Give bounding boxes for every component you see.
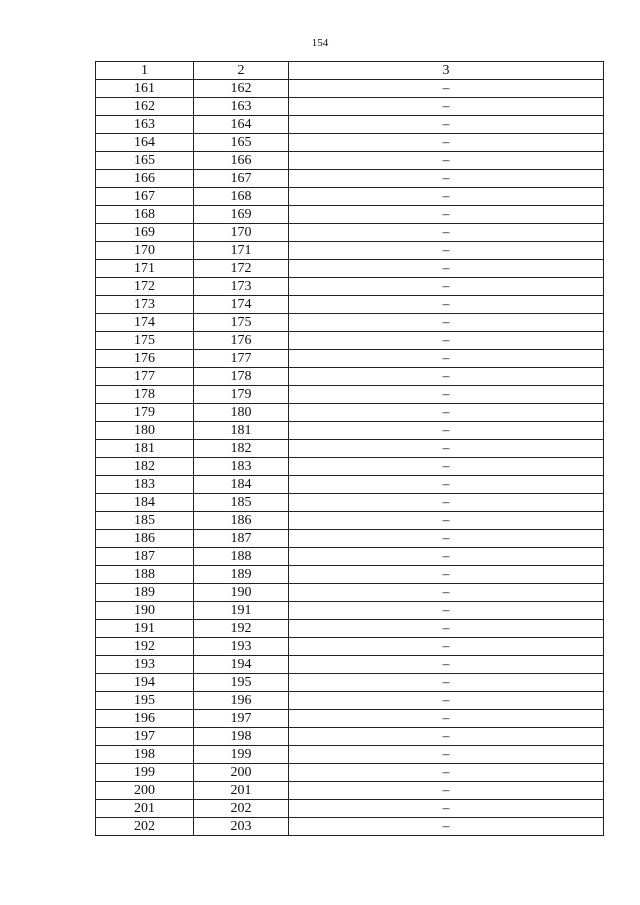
table-row <box>96 728 604 746</box>
table-cell: 197 <box>194 710 289 728</box>
table-cell: 171 <box>194 242 289 260</box>
table-cell: 180 <box>96 422 194 440</box>
table-cell: 186 <box>96 530 194 548</box>
table-cell: 201 <box>194 782 289 800</box>
table-cell: 184 <box>194 476 289 494</box>
table-cell: – <box>289 440 604 458</box>
column-header: 3 <box>289 62 604 80</box>
table-cell: – <box>289 116 604 134</box>
table-cell: 161 <box>96 80 194 98</box>
table-row <box>96 152 604 170</box>
table-cell: 162 <box>194 80 289 98</box>
table-row <box>96 692 604 710</box>
table-cell: – <box>289 602 604 620</box>
table-cell: – <box>289 494 604 512</box>
table-cell: 195 <box>96 692 194 710</box>
table-cell: 164 <box>96 134 194 152</box>
table-row <box>96 260 604 278</box>
table-row <box>96 818 604 836</box>
table-cell: – <box>289 620 604 638</box>
table-cell: 191 <box>194 602 289 620</box>
table-cell: 170 <box>194 224 289 242</box>
table-row <box>96 404 604 422</box>
table-row <box>96 350 604 368</box>
table-cell: 181 <box>194 422 289 440</box>
table-row <box>96 782 604 800</box>
table-row <box>96 494 604 512</box>
table-cell: 165 <box>194 134 289 152</box>
table-cell: 198 <box>194 728 289 746</box>
table-row <box>96 584 604 602</box>
table-cell: 187 <box>194 530 289 548</box>
table-row <box>96 566 604 584</box>
table-cell: 166 <box>194 152 289 170</box>
table-cell: – <box>289 800 604 818</box>
table-cell: – <box>289 224 604 242</box>
table-cell: 183 <box>96 476 194 494</box>
table-row <box>96 224 604 242</box>
table-cell: – <box>289 422 604 440</box>
table-cell: 182 <box>194 440 289 458</box>
table-cell: – <box>289 548 604 566</box>
table-cell: – <box>289 656 604 674</box>
table-row <box>96 206 604 224</box>
table-cell: 194 <box>194 656 289 674</box>
table-row <box>96 134 604 152</box>
table-cell: – <box>289 206 604 224</box>
table-cell: 195 <box>194 674 289 692</box>
table-cell: – <box>289 818 604 836</box>
table-cell: 171 <box>96 260 194 278</box>
table-cell: 163 <box>96 116 194 134</box>
table-cell: 189 <box>96 584 194 602</box>
table-row <box>96 710 604 728</box>
table-cell: 191 <box>96 620 194 638</box>
table-row <box>96 368 604 386</box>
table-cell: 200 <box>194 764 289 782</box>
table-cell: 168 <box>194 188 289 206</box>
table-cell: – <box>289 512 604 530</box>
table-cell: – <box>289 278 604 296</box>
table-row <box>96 170 604 188</box>
table-cell: 177 <box>96 368 194 386</box>
table-cell: 201 <box>96 800 194 818</box>
table-cell: 174 <box>194 296 289 314</box>
table-row <box>96 674 604 692</box>
table-cell: 188 <box>96 566 194 584</box>
table-cell: 166 <box>96 170 194 188</box>
table-cell: – <box>289 350 604 368</box>
table-cell: 203 <box>194 818 289 836</box>
table-cell: – <box>289 314 604 332</box>
column-header: 1 <box>96 62 194 80</box>
table-cell: 178 <box>194 368 289 386</box>
page-number: 154 <box>311 37 329 49</box>
table-row <box>96 458 604 476</box>
table-cell: – <box>289 458 604 476</box>
table-cell: 197 <box>96 728 194 746</box>
table-cell: – <box>289 242 604 260</box>
table-cell: – <box>289 134 604 152</box>
table-row <box>96 80 604 98</box>
table-cell: – <box>289 476 604 494</box>
table-cell: – <box>289 782 604 800</box>
table-cell: – <box>289 638 604 656</box>
table-cell: 164 <box>194 116 289 134</box>
table-cell: 199 <box>194 746 289 764</box>
table-cell: – <box>289 332 604 350</box>
table-cell: – <box>289 764 604 782</box>
table-cell: – <box>289 80 604 98</box>
table-cell: – <box>289 260 604 278</box>
table-row <box>96 638 604 656</box>
table-cell: 170 <box>96 242 194 260</box>
table-cell: 186 <box>194 512 289 530</box>
table-cell: 192 <box>96 638 194 656</box>
table-cell: 185 <box>194 494 289 512</box>
table-cell: 169 <box>194 206 289 224</box>
table-row <box>96 548 604 566</box>
table-cell: 192 <box>194 620 289 638</box>
table-cell: – <box>289 98 604 116</box>
table-cell: 179 <box>96 404 194 422</box>
table-cell: 176 <box>96 350 194 368</box>
table-cell: 172 <box>194 260 289 278</box>
table-cell: 168 <box>96 206 194 224</box>
table-row <box>96 386 604 404</box>
column-header: 2 <box>194 62 289 80</box>
table-cell: 193 <box>96 656 194 674</box>
table-row <box>96 764 604 782</box>
table-cell: 189 <box>194 566 289 584</box>
table-cell: – <box>289 152 604 170</box>
table-cell: – <box>289 386 604 404</box>
table-row <box>96 620 604 638</box>
table-cell: – <box>289 530 604 548</box>
table-cell: 202 <box>96 818 194 836</box>
table-cell: – <box>289 170 604 188</box>
table-cell: – <box>289 692 604 710</box>
table-row <box>96 422 604 440</box>
table-cell: 194 <box>96 674 194 692</box>
table-cell: 199 <box>96 764 194 782</box>
table-row <box>96 188 604 206</box>
table-cell: 162 <box>96 98 194 116</box>
table-row <box>96 656 604 674</box>
table-row <box>96 440 604 458</box>
table-cell: 172 <box>96 278 194 296</box>
table-cell: – <box>289 584 604 602</box>
table-cell: 190 <box>194 584 289 602</box>
table-cell: 177 <box>194 350 289 368</box>
table-cell: – <box>289 566 604 584</box>
table-cell: 187 <box>96 548 194 566</box>
table-row <box>96 116 604 134</box>
table-cell: – <box>289 404 604 422</box>
table-row <box>96 98 604 116</box>
table-body <box>96 80 604 836</box>
table-cell: 163 <box>194 98 289 116</box>
table-cell: 183 <box>194 458 289 476</box>
table-cell: 190 <box>96 602 194 620</box>
table-cell: 165 <box>96 152 194 170</box>
table-cell: – <box>289 674 604 692</box>
table-cell: 188 <box>194 548 289 566</box>
table-row <box>96 296 604 314</box>
table-cell: – <box>289 746 604 764</box>
table-cell: 180 <box>194 404 289 422</box>
data-table <box>95 61 604 836</box>
table-row <box>96 314 604 332</box>
table-row <box>96 476 604 494</box>
table-row <box>96 278 604 296</box>
header-row <box>96 62 604 80</box>
table-cell: 182 <box>96 458 194 476</box>
table-cell: 196 <box>96 710 194 728</box>
table-cell: – <box>289 728 604 746</box>
table-cell: – <box>289 188 604 206</box>
table-row <box>96 800 604 818</box>
table-cell: 181 <box>96 440 194 458</box>
table-row <box>96 332 604 350</box>
table-cell: 179 <box>194 386 289 404</box>
table-cell: 175 <box>194 314 289 332</box>
table-cell: 198 <box>96 746 194 764</box>
table-cell: 173 <box>194 278 289 296</box>
table-cell: – <box>289 710 604 728</box>
table-cell: 184 <box>96 494 194 512</box>
table-row <box>96 512 604 530</box>
table-cell: 173 <box>96 296 194 314</box>
table-cell: 169 <box>96 224 194 242</box>
table-cell: 175 <box>96 332 194 350</box>
table-cell: 196 <box>194 692 289 710</box>
table-cell: 185 <box>96 512 194 530</box>
table-cell: – <box>289 368 604 386</box>
table-row <box>96 530 604 548</box>
table-cell: 178 <box>96 386 194 404</box>
table-cell: 202 <box>194 800 289 818</box>
table-row <box>96 746 604 764</box>
table-cell: 176 <box>194 332 289 350</box>
table-cell: 174 <box>96 314 194 332</box>
table-row <box>96 242 604 260</box>
table-cell: 167 <box>96 188 194 206</box>
table-cell: 193 <box>194 638 289 656</box>
table-cell: 167 <box>194 170 289 188</box>
table-row <box>96 602 604 620</box>
table-cell: 200 <box>96 782 194 800</box>
table-cell: – <box>289 296 604 314</box>
